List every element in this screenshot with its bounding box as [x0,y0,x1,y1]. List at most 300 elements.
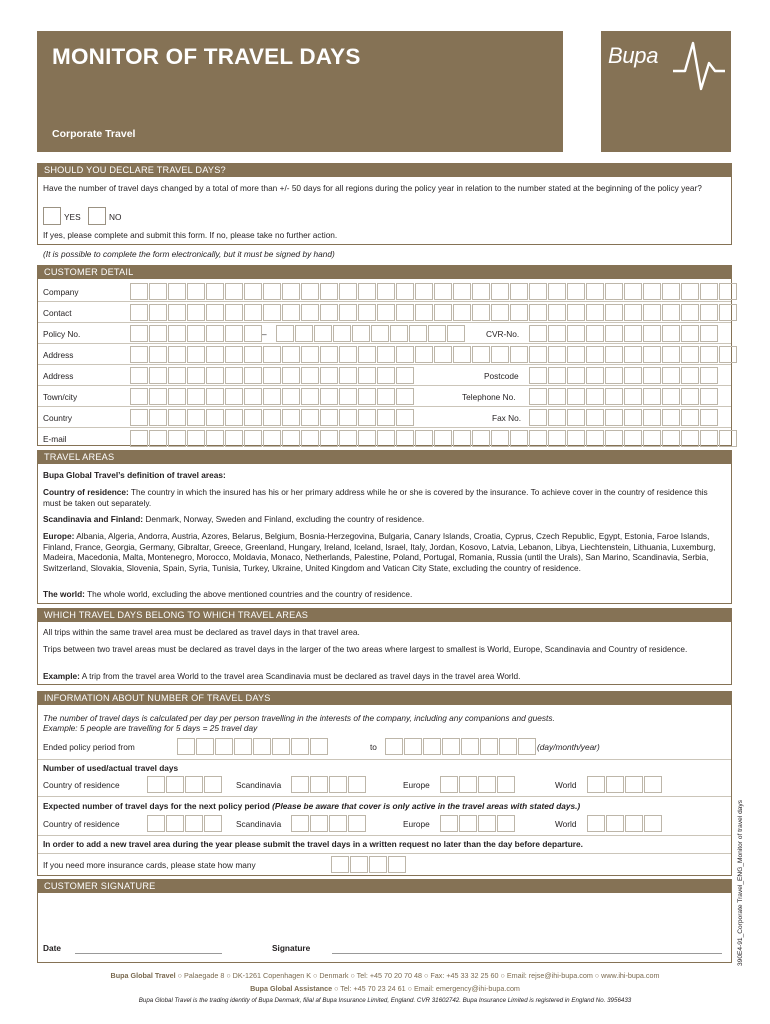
address2-field[interactable] [130,367,415,384]
input-cell[interactable] [396,304,414,321]
input-cell[interactable] [605,283,623,300]
input-cell[interactable] [480,738,498,755]
input-cell[interactable] [548,409,566,426]
input-cell[interactable] [358,283,376,300]
input-cell[interactable] [396,283,414,300]
input-cell[interactable] [643,409,661,426]
input-cell[interactable] [310,776,328,793]
input-cell[interactable] [168,283,186,300]
input-cell[interactable] [529,304,547,321]
input-cell[interactable] [606,776,624,793]
input-cell[interactable] [440,776,458,793]
input-cell[interactable] [320,409,338,426]
input-cell[interactable] [291,738,309,755]
input-cell[interactable] [459,815,477,832]
input-cell[interactable] [461,738,479,755]
input-cell[interactable] [396,409,414,426]
input-cell[interactable] [263,409,281,426]
input-cell[interactable] [587,815,605,832]
input-cell[interactable] [244,346,262,363]
input-cell[interactable] [329,815,347,832]
input-cell[interactable] [187,409,205,426]
input-cell[interactable] [453,430,471,447]
input-cell[interactable] [662,304,680,321]
input-cell[interactable] [276,325,294,342]
input-cell[interactable] [301,388,319,405]
input-cell[interactable] [310,815,328,832]
input-cell[interactable] [700,430,718,447]
input-cell[interactable] [605,409,623,426]
input-cell[interactable] [529,388,547,405]
input-cell[interactable] [529,325,547,342]
input-cell[interactable] [352,325,370,342]
input-cell[interactable] [478,815,496,832]
input-cell[interactable] [339,346,357,363]
input-cell[interactable] [339,388,357,405]
input-cell[interactable] [348,776,366,793]
input-cell[interactable] [643,388,661,405]
input-cell[interactable] [453,283,471,300]
exp-world-field[interactable] [587,815,663,832]
input-cell[interactable] [149,304,167,321]
input-cell[interactable] [329,776,347,793]
input-cell[interactable] [423,738,441,755]
input-cell[interactable] [339,430,357,447]
input-cell[interactable] [282,283,300,300]
input-cell[interactable] [586,283,604,300]
input-cell[interactable] [130,304,148,321]
telephone-field[interactable] [529,388,719,405]
input-cell[interactable] [377,283,395,300]
input-cell[interactable] [447,325,465,342]
input-cell[interactable] [244,409,262,426]
input-cell[interactable] [415,430,433,447]
signature-line[interactable] [332,953,722,954]
input-cell[interactable] [320,346,338,363]
input-cell[interactable] [491,430,509,447]
input-cell[interactable] [166,815,184,832]
input-cell[interactable] [700,388,718,405]
input-cell[interactable] [168,304,186,321]
input-cell[interactable] [548,283,566,300]
input-cell[interactable] [358,388,376,405]
input-cell[interactable] [529,283,547,300]
input-cell[interactable] [415,304,433,321]
input-cell[interactable] [567,367,585,384]
input-cell[interactable] [644,815,662,832]
input-cell[interactable] [339,304,357,321]
input-cell[interactable] [314,325,332,342]
input-cell[interactable] [472,283,490,300]
input-cell[interactable] [263,283,281,300]
input-cell[interactable] [700,283,718,300]
input-cell[interactable] [529,346,547,363]
input-cell[interactable] [624,409,642,426]
input-cell[interactable] [168,367,186,384]
exp-scan-field[interactable] [291,815,367,832]
input-cell[interactable] [510,430,528,447]
input-cell[interactable] [567,388,585,405]
input-cell[interactable] [177,738,195,755]
input-cell[interactable] [130,367,148,384]
input-cell[interactable] [225,304,243,321]
input-cell[interactable] [339,283,357,300]
period-from-field[interactable] [177,738,329,755]
exp-cor-field[interactable] [147,815,223,832]
input-cell[interactable] [206,304,224,321]
fax-field[interactable] [529,409,719,426]
input-cell[interactable] [225,325,243,342]
input-cell[interactable] [291,776,309,793]
input-cell[interactable] [605,430,623,447]
date-line[interactable] [75,953,222,954]
input-cell[interactable] [225,283,243,300]
input-cell[interactable] [681,346,699,363]
input-cell[interactable] [453,346,471,363]
input-cell[interactable] [643,325,661,342]
input-cell[interactable] [385,738,403,755]
input-cell[interactable] [225,367,243,384]
input-cell[interactable] [196,738,214,755]
input-cell[interactable] [263,388,281,405]
input-cell[interactable] [320,304,338,321]
input-cell[interactable] [301,367,319,384]
contact-field[interactable] [130,304,738,321]
input-cell[interactable] [415,283,433,300]
input-cell[interactable] [404,738,422,755]
input-cell[interactable] [388,856,406,873]
input-cell[interactable] [605,304,623,321]
yes-checkbox[interactable] [43,207,61,225]
input-cell[interactable] [149,367,167,384]
input-cell[interactable] [472,430,490,447]
input-cell[interactable] [187,283,205,300]
input-cell[interactable] [339,409,357,426]
input-cell[interactable] [225,388,243,405]
input-cell[interactable] [453,304,471,321]
input-cell[interactable] [472,346,490,363]
input-cell[interactable] [662,430,680,447]
input-cell[interactable] [719,304,737,321]
input-cell[interactable] [491,346,509,363]
input-cell[interactable] [548,304,566,321]
input-cell[interactable] [206,325,224,342]
input-cell[interactable] [396,430,414,447]
input-cell[interactable] [434,283,452,300]
input-cell[interactable] [291,815,309,832]
input-cell[interactable] [587,776,605,793]
input-cell[interactable] [358,346,376,363]
input-cell[interactable] [624,430,642,447]
input-cell[interactable] [206,388,224,405]
input-cell[interactable] [409,325,427,342]
postcode-field[interactable] [529,367,719,384]
input-cell[interactable] [390,325,408,342]
input-cell[interactable] [377,388,395,405]
input-cell[interactable] [643,283,661,300]
input-cell[interactable] [434,430,452,447]
input-cell[interactable] [529,367,547,384]
input-cell[interactable] [244,430,262,447]
input-cell[interactable] [206,409,224,426]
input-cell[interactable] [681,388,699,405]
input-cell[interactable] [225,409,243,426]
address-field[interactable] [130,346,738,363]
input-cell[interactable] [369,856,387,873]
input-cell[interactable] [497,776,515,793]
used-cor-field[interactable] [147,776,223,793]
input-cell[interactable] [681,430,699,447]
exp-europe-field[interactable] [440,815,516,832]
input-cell[interactable] [320,283,338,300]
input-cell[interactable] [605,346,623,363]
input-cell[interactable] [215,738,233,755]
input-cell[interactable] [320,430,338,447]
input-cell[interactable] [282,430,300,447]
cvr-field[interactable] [529,325,719,342]
input-cell[interactable] [244,283,262,300]
used-europe-field[interactable] [440,776,516,793]
input-cell[interactable] [434,304,452,321]
input-cell[interactable] [339,367,357,384]
input-cell[interactable] [149,325,167,342]
input-cell[interactable] [331,856,349,873]
input-cell[interactable] [377,304,395,321]
input-cell[interactable] [624,367,642,384]
input-cell[interactable] [567,430,585,447]
input-cell[interactable] [206,283,224,300]
input-cell[interactable] [605,325,623,342]
input-cell[interactable] [567,283,585,300]
used-world-field[interactable] [587,776,663,793]
input-cell[interactable] [681,325,699,342]
input-cell[interactable] [206,346,224,363]
input-cell[interactable] [301,304,319,321]
input-cell[interactable] [396,346,414,363]
input-cell[interactable] [586,367,604,384]
input-cell[interactable] [586,346,604,363]
input-cell[interactable] [168,409,186,426]
input-cell[interactable] [529,430,547,447]
input-cell[interactable] [149,430,167,447]
input-cell[interactable] [225,346,243,363]
input-cell[interactable] [244,388,262,405]
input-cell[interactable] [130,388,148,405]
input-cell[interactable] [147,776,165,793]
input-cell[interactable] [282,409,300,426]
input-cell[interactable] [244,325,262,342]
input-cell[interactable] [130,283,148,300]
input-cell[interactable] [187,388,205,405]
input-cell[interactable] [586,409,604,426]
input-cell[interactable] [624,346,642,363]
input-cell[interactable] [358,409,376,426]
input-cell[interactable] [185,776,203,793]
input-cell[interactable] [187,346,205,363]
policy-field-a[interactable] [130,325,263,342]
input-cell[interactable] [491,304,509,321]
input-cell[interactable] [320,388,338,405]
input-cell[interactable] [510,346,528,363]
input-cell[interactable] [149,283,167,300]
input-cell[interactable] [625,815,643,832]
input-cell[interactable] [371,325,389,342]
input-cell[interactable] [662,283,680,300]
input-cell[interactable] [643,430,661,447]
input-cell[interactable] [440,815,458,832]
input-cell[interactable] [567,325,585,342]
input-cell[interactable] [605,388,623,405]
input-cell[interactable] [168,325,186,342]
input-cell[interactable] [206,430,224,447]
input-cell[interactable] [529,409,547,426]
input-cell[interactable] [510,304,528,321]
input-cell[interactable] [147,815,165,832]
input-cell[interactable] [168,346,186,363]
input-cell[interactable] [624,283,642,300]
input-cell[interactable] [206,367,224,384]
input-cell[interactable] [586,304,604,321]
input-cell[interactable] [282,367,300,384]
input-cell[interactable] [149,388,167,405]
input-cell[interactable] [396,367,414,384]
input-cell[interactable] [681,283,699,300]
input-cell[interactable] [624,325,642,342]
input-cell[interactable] [605,367,623,384]
input-cell[interactable] [130,346,148,363]
input-cell[interactable] [168,430,186,447]
input-cell[interactable] [358,367,376,384]
input-cell[interactable] [548,346,566,363]
input-cell[interactable] [586,388,604,405]
input-cell[interactable] [187,304,205,321]
input-cell[interactable] [358,304,376,321]
input-cell[interactable] [130,409,148,426]
input-cell[interactable] [185,815,203,832]
input-cell[interactable] [272,738,290,755]
input-cell[interactable] [377,430,395,447]
input-cell[interactable] [187,430,205,447]
input-cell[interactable] [643,367,661,384]
input-cell[interactable] [644,776,662,793]
no-checkbox[interactable] [88,207,106,225]
input-cell[interactable] [263,304,281,321]
input-cell[interactable] [244,367,262,384]
country-field[interactable] [130,409,415,426]
input-cell[interactable] [377,409,395,426]
input-cell[interactable] [168,388,186,405]
input-cell[interactable] [459,776,477,793]
input-cell[interactable] [377,346,395,363]
input-cell[interactable] [301,430,319,447]
input-cell[interactable] [301,283,319,300]
input-cell[interactable] [348,815,366,832]
input-cell[interactable] [301,346,319,363]
input-cell[interactable] [282,304,300,321]
input-cell[interactable] [719,346,737,363]
input-cell[interactable] [428,325,446,342]
input-cell[interactable] [567,409,585,426]
input-cell[interactable] [624,388,642,405]
input-cell[interactable] [310,738,328,755]
input-cell[interactable] [350,856,368,873]
input-cell[interactable] [518,738,536,755]
input-cell[interactable] [586,430,604,447]
input-cell[interactable] [253,738,271,755]
input-cell[interactable] [510,283,528,300]
input-cell[interactable] [662,388,680,405]
input-cell[interactable] [377,367,395,384]
input-cell[interactable] [333,325,351,342]
town-field[interactable] [130,388,415,405]
input-cell[interactable] [263,346,281,363]
input-cell[interactable] [662,367,680,384]
input-cell[interactable] [567,346,585,363]
input-cell[interactable] [234,738,252,755]
input-cell[interactable] [681,409,699,426]
company-field[interactable] [130,283,738,300]
input-cell[interactable] [472,304,490,321]
input-cell[interactable] [643,346,661,363]
input-cell[interactable] [548,367,566,384]
input-cell[interactable] [499,738,517,755]
input-cell[interactable] [662,409,680,426]
input-cell[interactable] [681,304,699,321]
policy-field-b[interactable] [276,325,466,342]
input-cell[interactable] [244,304,262,321]
input-cell[interactable] [130,430,148,447]
input-cell[interactable] [662,346,680,363]
input-cell[interactable] [624,304,642,321]
input-cell[interactable] [567,304,585,321]
input-cell[interactable] [263,367,281,384]
input-cell[interactable] [548,388,566,405]
input-cell[interactable] [548,325,566,342]
input-cell[interactable] [491,283,509,300]
input-cell[interactable] [415,346,433,363]
used-scan-field[interactable] [291,776,367,793]
input-cell[interactable] [295,325,313,342]
input-cell[interactable] [700,409,718,426]
input-cell[interactable] [187,325,205,342]
input-cell[interactable] [434,346,452,363]
input-cell[interactable] [149,409,167,426]
input-cell[interactable] [204,815,222,832]
input-cell[interactable] [478,776,496,793]
input-cell[interactable] [700,346,718,363]
input-cell[interactable] [442,738,460,755]
input-cell[interactable] [166,776,184,793]
input-cell[interactable] [681,367,699,384]
input-cell[interactable] [643,304,661,321]
email-field[interactable] [130,430,738,447]
input-cell[interactable] [282,388,300,405]
input-cell[interactable] [700,304,718,321]
input-cell[interactable] [225,430,243,447]
input-cell[interactable] [358,430,376,447]
cards-field[interactable] [331,856,407,873]
input-cell[interactable] [320,367,338,384]
period-to-field[interactable] [385,738,537,755]
input-cell[interactable] [625,776,643,793]
input-cell[interactable] [130,325,148,342]
input-cell[interactable] [606,815,624,832]
input-cell[interactable] [548,430,566,447]
input-cell[interactable] [662,325,680,342]
input-cell[interactable] [700,367,718,384]
input-cell[interactable] [282,346,300,363]
input-cell[interactable] [396,388,414,405]
